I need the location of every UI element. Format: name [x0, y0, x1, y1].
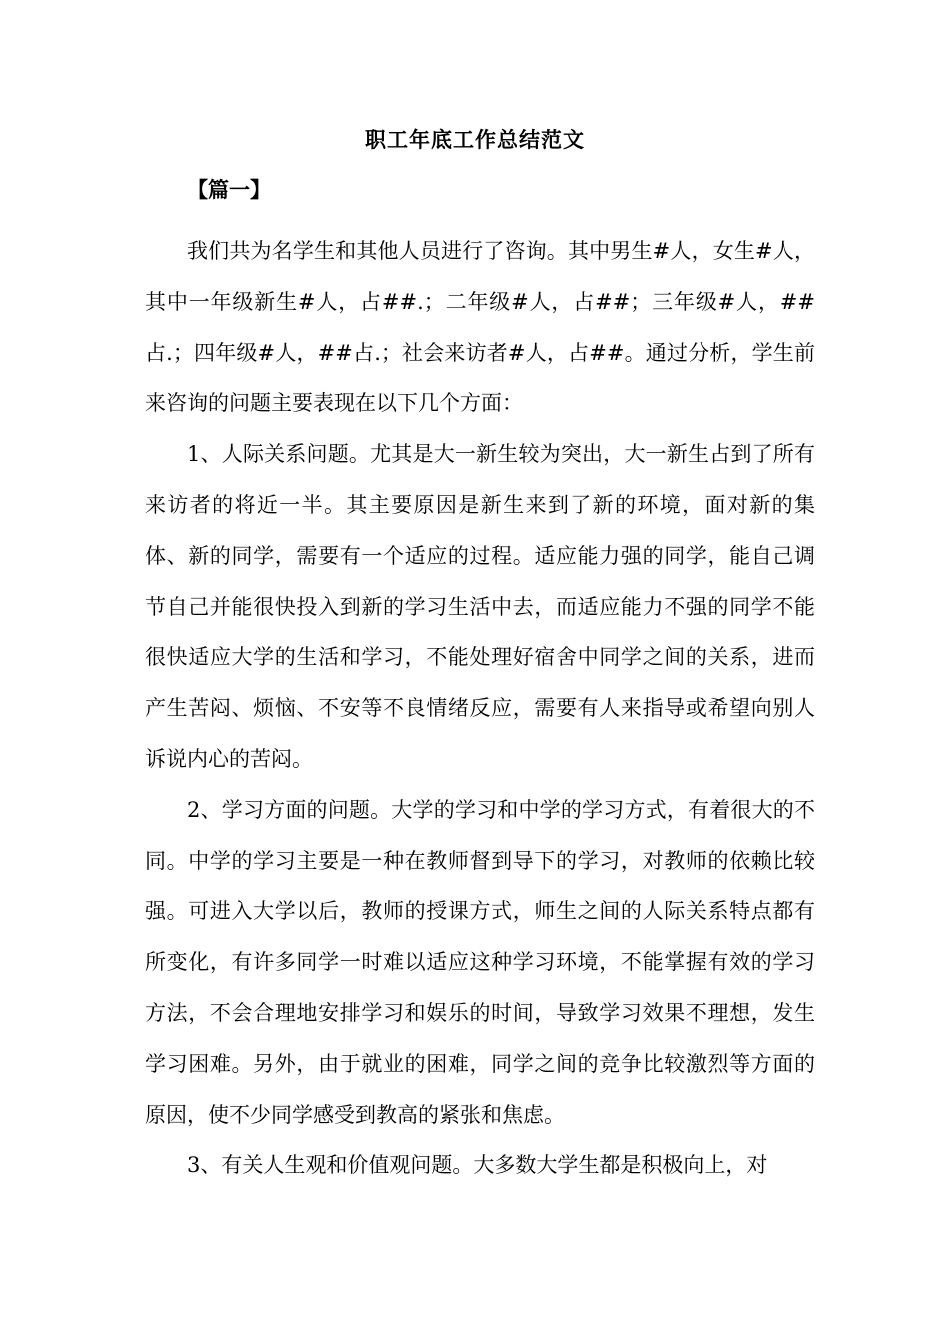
section-label: 【篇一】 [187, 177, 271, 202]
document-title: 职工年底工作总结范文 [365, 127, 585, 152]
paragraph-values: 3、有关人生观和价值观问题。大多数大学生都是积极向上，对 [187, 1153, 768, 1178]
paragraph-study: 2、学习方面的问题。大学的学习和中学的学习方式，有着很大的不同。中学的学习主要是一种在教师督到导下的学习，对教师的依赖比较强。可进入大学以后，教师的授课方式，师生之间的人际关系特点都有所变化，有许多同学一时难以适应这种学习环境，不能掌握有效的学习方法，不会合理地安排学习和娱乐的时间，导致学习效果不理想，发生学习困难。另外，由于就业的困难，同学之间的竞争比较激烈等方面的原因，使不少同学感受到教高的紧张和焦虑。 [145, 797, 815, 1127]
paragraph-statistics: 我们共为名学生和其他人员进行了咨询。其中男生#人，女生#人，其中一年级新生#人，占##.；二年级#人，占##；三年级#人，##占.；四年级#人，##占.；社会来访者#人，占##。通过分析，学生前来咨询的问题主要表现在以下几个方面： [145, 239, 815, 416]
paragraph-interpersonal: 1、人际关系问题。尤其是大一新生较为突出，大一新生占到了所有来访者的将近一半。其主要原因是新生来到了新的环境，面对新的集体、新的同学，需要有一个适应的过程。适应能力强的同学，能自己调节自己并能很快投入到新的学习生活中去，而适应能力不强的同学不能很快适应大学的生活和学习，不能处理好宿舍中同学之间的关系，进而产生苦闷、烦恼、不安等不良情绪反应，需要有人来指导或希望向别人诉说内心的苦闷。 [145, 442, 815, 771]
document-body [145, 226, 815, 1191]
